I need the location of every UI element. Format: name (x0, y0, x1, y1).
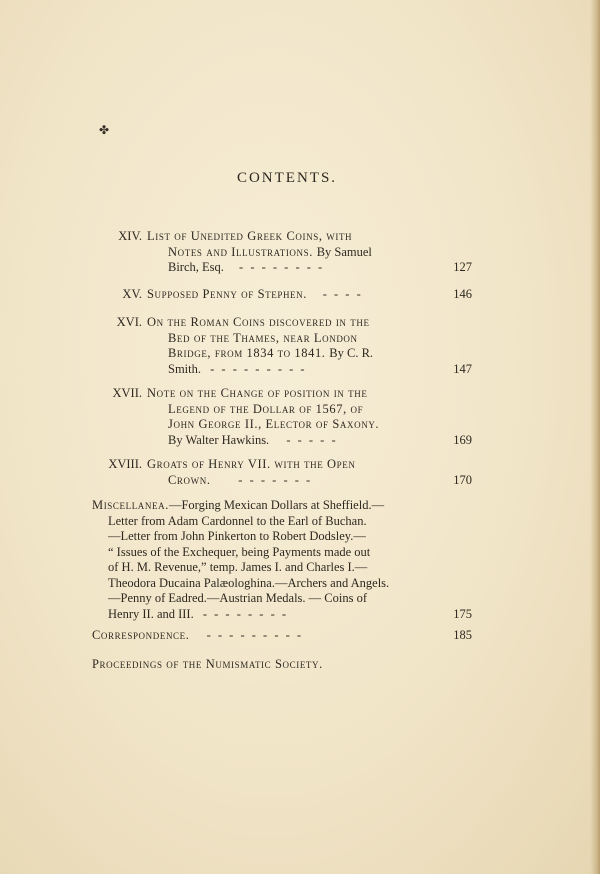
page-title: CONTENTS. (236, 170, 338, 186)
page-number: 147 (453, 361, 472, 376)
entry-number: XIV. (118, 229, 142, 243)
page-number: 127 (453, 260, 472, 274)
entry-number: XVIII. (108, 457, 142, 471)
section-label: Proceedings of the Numismatic Society. (92, 657, 323, 671)
page-number: 169 (453, 432, 472, 447)
dot-leader: - - - - - - - - - (210, 361, 307, 376)
page-number: 175 (453, 606, 472, 621)
entry-number: XV. (122, 287, 142, 301)
entry-number: XVI. (116, 315, 142, 329)
dot-leader: - - - - - - - - (202, 606, 289, 621)
page-edge (590, 0, 600, 874)
entry-title: Note on the Change of position in the (147, 386, 368, 400)
dot-leader: - - - - - - - (238, 472, 313, 487)
dot-leader: - - - - - (286, 432, 338, 447)
entry-number: XVII. (112, 386, 142, 400)
page-number: 146 (453, 287, 472, 301)
entry-title: List of Unedited Greek Coins, with (147, 229, 353, 243)
page-number: 170 (453, 472, 472, 487)
dot-leader: - - - - (322, 287, 363, 301)
entry-title: On the Roman Coins discovered in the (147, 315, 370, 329)
section-label: Correspondence. (92, 628, 190, 642)
ornament-mark: ✤ (99, 123, 110, 137)
dot-leader: - - - - - - - - - (206, 628, 304, 642)
entry-title: Groats of Henry VII. with the Open (147, 457, 356, 471)
page-number: 185 (453, 628, 472, 642)
entry-title: Supposed Penny of Stephen. (147, 287, 307, 301)
book-page: ✤ CONTENTS. XIV. List of Unedited Greek Coins, with Notes and Illustrations. By Samuel Birch, Esq. - - - - - - - - 127 XV. Supposed Penny of Stephen. - - - - 146 XVI. On the Roman Coins discovered in the Bed of the Thames, near London Bridge, from 1834 to 1841. By C. R. Smith. - - - - - - - - - 147 XVII. Note on the Change of position in the Legend of the Dollar of 1567, of John George II., Elector of Saxony. By Walter Hawkins. - - - - - 169 XVIII. Groats of Henry VII. with the Open Crown. - - - - - - - 170 Miscellanea.—Forging Mexican Dollars at Sheffield.— Letter from Adam Cardonnel to the Earl of Buchan. —Letter from John Pinkerton to Robert Dodsley.— “ Issues of the Exchequer, being Payments made out of H. M. Revenue,” temp. James I. and Charles I.— Theodora Ducaina Palæologhina.—Archers and Angels. —Penny of Eadred.—Austrian Medals. — Coins of Henry II. and III. - - - - - - - - 175 Correspondence. - - - - - - - - - 185 Proceedings of the Numismatic Society. (0, 0, 600, 874)
dot-leader: - - - - - - - - (239, 260, 325, 274)
section-label: Miscellanea. (92, 498, 169, 512)
